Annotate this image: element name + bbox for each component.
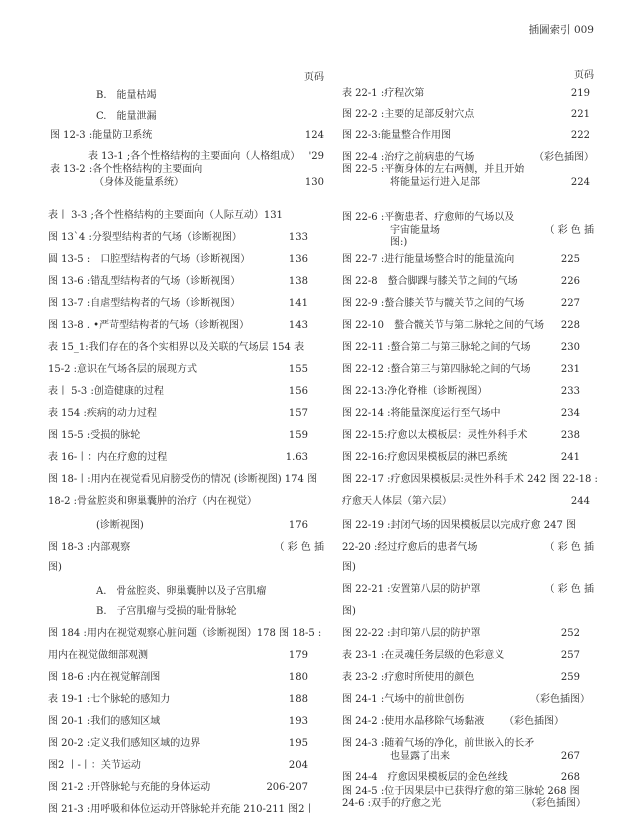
page-column-label: 页码 <box>574 70 594 81</box>
running-header: 插圖索引 009 <box>528 24 594 36</box>
page-column-label: 页码 <box>304 72 324 83</box>
